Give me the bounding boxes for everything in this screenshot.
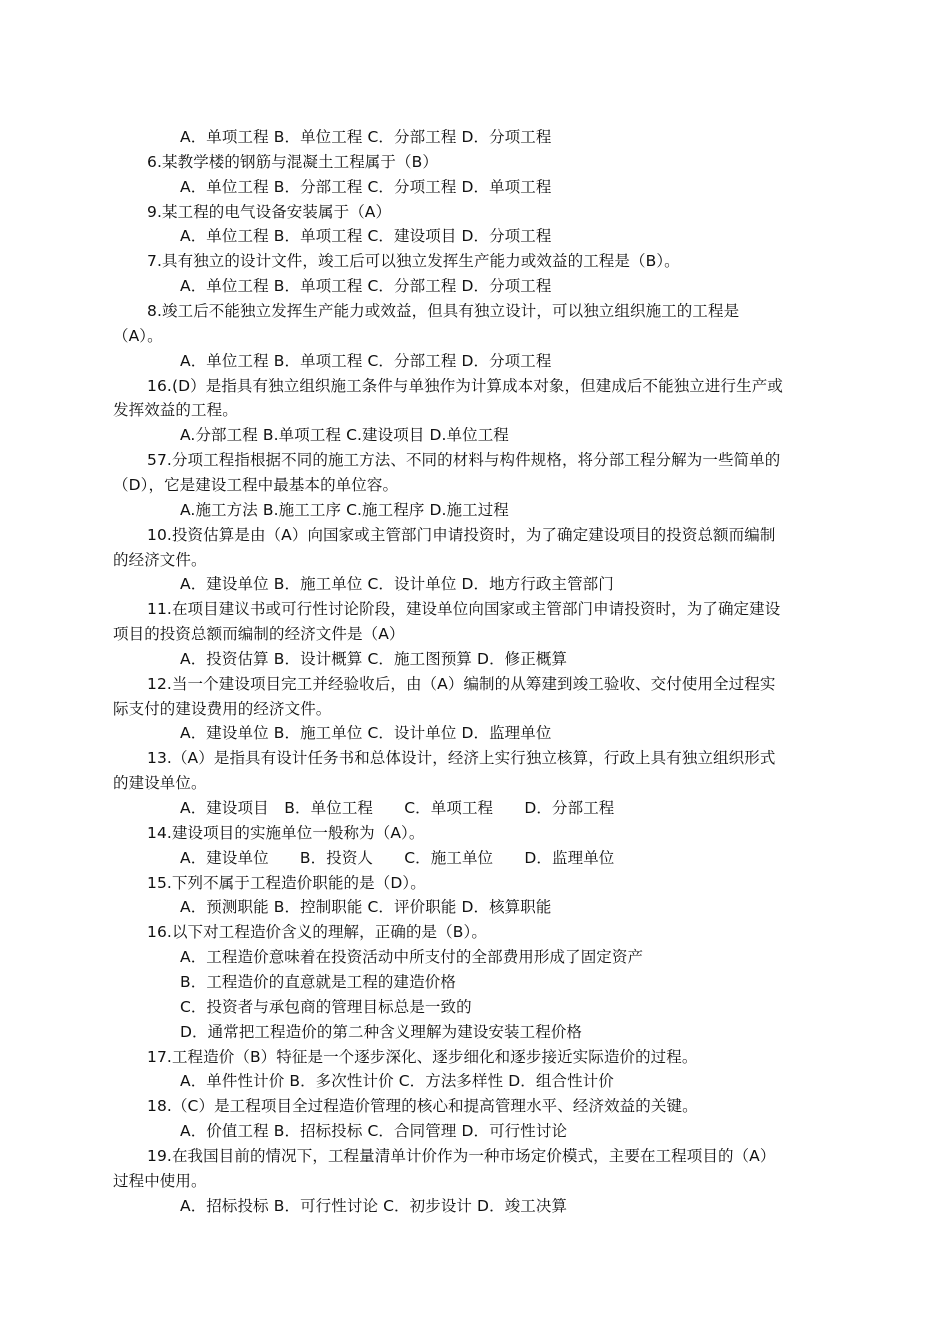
- question-continuation: 发挥效益的工程。: [113, 401, 238, 420]
- answer-options: A．投资估算 B．设计概算 C．施工图预算 D．修正概算: [180, 649, 568, 668]
- answer-options: A.分部工程 B.单项工程 C.建设项目 D.单位工程: [180, 426, 509, 445]
- answer-options: A．建设单位 B．施工单位 C．设计单位 D．监理单位: [180, 724, 552, 743]
- answer-options: A．建设项目 B．单位工程 C．单项工程 D．分部工程: [180, 799, 615, 817]
- answer-options: A．单项工程 B．单位工程 C．分部工程 D．分项工程: [180, 128, 552, 146]
- answer-options: A．建设单位 B．施工单位 C．设计单位 D．地方行政主管部门: [180, 575, 614, 594]
- answer-options: B．工程造价的直意就是工程的建造价格: [180, 972, 456, 991]
- question-text: 15.下列不属于工程造价职能的是（D）。: [147, 873, 426, 892]
- question-text: 11.在项目建议书或可行性讨论阶段，建设单位向国家或主管部门申请投资时，为了确定建设: [147, 600, 781, 619]
- question-text: 16.以下对工程造价含义的理解，正确的是（B）。: [147, 923, 487, 942]
- question-text: 10.投资估算是由（A）向国家或主管部门申请投资时，为了确定建设项目的投资总额而编制: [147, 525, 776, 544]
- answer-options: A．预测职能 B．控制职能 C．评价职能 D．核算职能: [180, 898, 552, 917]
- answer-options: D．通常把工程造价的第二种含义理解为建设安装工程价格: [180, 1022, 583, 1041]
- question-text: 17.工程造价（B）特征是一个逐步深化、逐步细化和逐步接近实际造价的过程。: [147, 1047, 698, 1066]
- question-text: 19.在我国目前的情况下，工程量清单计价作为一种市场定价模式，主要在工程项目的（A）: [147, 1146, 776, 1165]
- question-text: 18.（C）是工程项目全过程造价管理的核心和提高管理水平、经济效益的关键。: [147, 1097, 698, 1116]
- question-continuation: 际支付的建设费用的经济文件。: [113, 699, 332, 718]
- question-continuation: 过程中使用。: [113, 1171, 207, 1190]
- answer-options: A．价值工程 B．招标投标 C．合同管理 D．可行性讨论: [180, 1122, 568, 1140]
- question-text: 12.当一个建设项目完工并经验收后，由（A）编制的从筹建到竣工验收、交付使用全过程实: [147, 674, 776, 693]
- question-text: 13.（A）是指具有设计任务书和总体设计，经济上实行独立核算，行政上具有独立组织形式: [147, 749, 776, 768]
- question-text: 14.建设项目的实施单位一般称为（A）。: [147, 823, 425, 842]
- answer-options: A．单位工程 B．单项工程 C．建设项目 D．分项工程: [180, 227, 552, 246]
- answer-options: A．单件性计价 B．多次性计价 C．方法多样性 D．组合性计价: [180, 1072, 614, 1091]
- question-text: 6.某教学楼的钢筋与混凝土工程属于（B）: [147, 152, 438, 171]
- answer-options: A．单位工程 B．单项工程 C．分部工程 D．分项工程: [180, 351, 552, 370]
- question-continuation: 的经济文件。: [113, 550, 207, 569]
- question-continuation: （A）。: [113, 326, 163, 345]
- answer-options: A.施工方法 B.施工工序 C.施工程序 D.施工过程: [180, 500, 509, 519]
- question-continuation: 项目的投资总额而编制的经济文件是（A）: [113, 625, 405, 643]
- answer-options: A．招标投标 B．可行性讨论 C．初步设计 D．竣工决算: [180, 1196, 568, 1215]
- answer-options: A．工程造价意味着在投资活动中所支付的全部费用形成了固定资产: [180, 948, 644, 967]
- question-continuation: 的建设单位。: [113, 774, 207, 793]
- answer-options: A．建设单位 B．投资人 C．施工单位 D．监理单位: [180, 848, 615, 867]
- question-text: 16.(D）是指具有独立组织施工条件与单独作为计算成本对象，但建成后不能独立进行生产或: [147, 376, 783, 395]
- question-text: 9.某工程的电气设备安装属于（A）: [147, 202, 392, 221]
- answer-options: A．单位工程 B．单项工程 C．分部工程 D．分项工程: [180, 277, 552, 296]
- answer-options: C．投资者与承包商的管理目标总是一致的: [180, 997, 472, 1016]
- answer-options: A．单位工程 B．分部工程 C．分项工程 D．单项工程: [180, 177, 552, 196]
- question-continuation: （D），它是建设工程中最基本的单位容。: [113, 475, 399, 494]
- question-text: 8.竣工后不能独立发挥生产能力或效益，但具有独立设计，可以独立组织施工的工程是: [147, 302, 740, 320]
- question-text: 57.分项工程指根据不同的施工方法、不同的材料与构件规格，将分部工程分解为一些简单的: [147, 451, 781, 470]
- question-text: 7.具有独立的设计文件，竣工后可以独立发挥生产能力或效益的工程是（B）。: [147, 252, 680, 271]
